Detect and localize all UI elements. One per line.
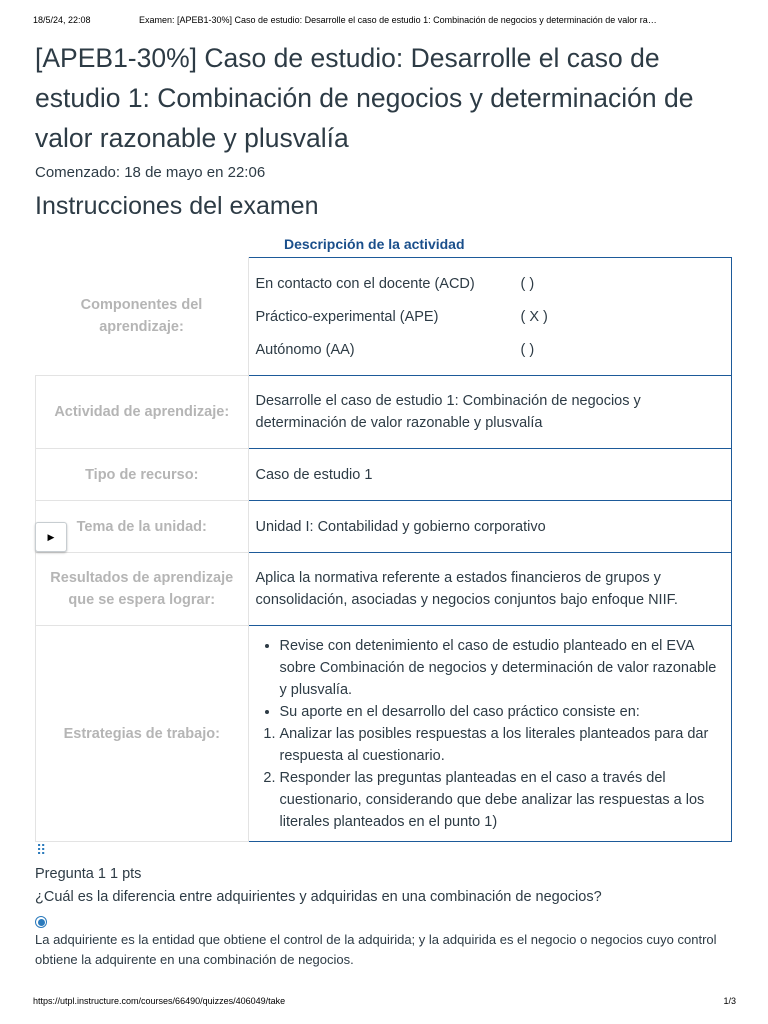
question-header: Pregunta 1 1 pts [35, 866, 142, 882]
components-label: Componentes del aprendizaje: [36, 258, 249, 376]
component-mark: ( ) [520, 341, 535, 358]
print-footer [33, 996, 736, 1006]
list-item: 2. Responder las preguntas planteadas en el caso a través del cuestionario, considerando que debe analizar las respuestas a los literales planteados en el punto 1) [280, 767, 724, 833]
print-url: https://utpl.instructure.com/courses/66490/quizzes/406049/take [33, 996, 286, 1006]
print-header [33, 15, 738, 25]
results-value: Aplica la normativa referente a estados financieros de grupos y consolidación, asociadas y negocios conjuntos bajo enfoque NIIF. [248, 553, 732, 626]
component-item [256, 333, 724, 366]
activity-value: Desarrolle el caso de estudio 1: Combinación de negocios y determinación de valor razonable y plusvalía [248, 376, 732, 449]
results-label: Resultados de aprendizaje que se espera lograr: [36, 553, 249, 626]
table-row [36, 501, 732, 553]
answer-text: La adquiriente es la entidad que obtiene el control de la adquirida; y la adquirida es el negocio o negocios cuyo control obtiene la adquirente en una combinación de negocios. [35, 932, 717, 967]
component-label: Autónomo (AA) [255, 341, 355, 358]
unit-value: Unidad I: Contabilidad y gobierno corporativo [248, 501, 732, 553]
resource-value: Caso de estudio 1 [248, 449, 732, 501]
strategies-cell [248, 626, 732, 842]
unit-label: Tema de la unidad: [36, 501, 249, 553]
instructions-heading: Instrucciones del examen [35, 192, 319, 220]
component-item [256, 300, 724, 333]
list-item: • Su aporte en el desarrollo del caso práctico consiste en: [280, 701, 724, 723]
quiz-title: [APEB1-30%] Caso de estudio: Desarrolle el caso de estudio 1: Combinación de negocios y determinación de valor razonable y plusvalía [35, 43, 694, 153]
strategies-label: Estrategias de trabajo: [36, 626, 249, 842]
table-row [36, 553, 732, 626]
radio-selected-dot [38, 919, 45, 926]
play-button[interactable] [35, 522, 67, 552]
list-item: 1. Analizar las posibles respuestas a los literales planteados para dar respuesta al cuestionario. [280, 723, 724, 767]
component-mark: ( ) [520, 275, 535, 292]
answer-radio[interactable] [35, 916, 47, 928]
table-row [36, 376, 732, 449]
components-cell [248, 258, 732, 376]
print-datetime: 18/5/24, 22:08 [33, 15, 91, 25]
table-row [36, 258, 732, 376]
activity-table [35, 257, 732, 842]
component-label: Práctico-experimental (APE) [255, 308, 439, 325]
question-text: ¿Cuál es la diferencia entre adquirientes y adquiridas en una combinación de negocios? [35, 889, 602, 905]
list-item: • Revise con detenimiento el caso de estudio planteado en el EVA sobre Combinación de negocios y determinación de valor razonable y plusvalía. [280, 635, 724, 701]
table-row [36, 626, 732, 842]
component-item [256, 267, 724, 300]
strategies-steps [256, 723, 724, 833]
print-page-number: 1/3 [723, 996, 736, 1006]
component-label: En contacto con el docente (ACD) [255, 275, 475, 292]
component-mark: ( X ) [520, 308, 548, 325]
resource-label: Tipo de recurso: [36, 449, 249, 501]
strategies-bullets [256, 635, 724, 723]
drag-handle-icon[interactable]: ⠿ [36, 842, 44, 858]
print-page-title: Examen: [APEB1-30%] Caso de estudio: Desarrolle el caso de estudio 1: Combinación de negocios y determinación de valor ra… [139, 15, 657, 25]
started-at: Comenzado: 18 de mayo en 22:06 [35, 164, 266, 181]
activity-caption: Descripción de la actividad [284, 236, 465, 252]
play-icon: ▶ [47, 531, 55, 542]
table-row [36, 449, 732, 501]
activity-label: Actividad de aprendizaje: [36, 376, 249, 449]
